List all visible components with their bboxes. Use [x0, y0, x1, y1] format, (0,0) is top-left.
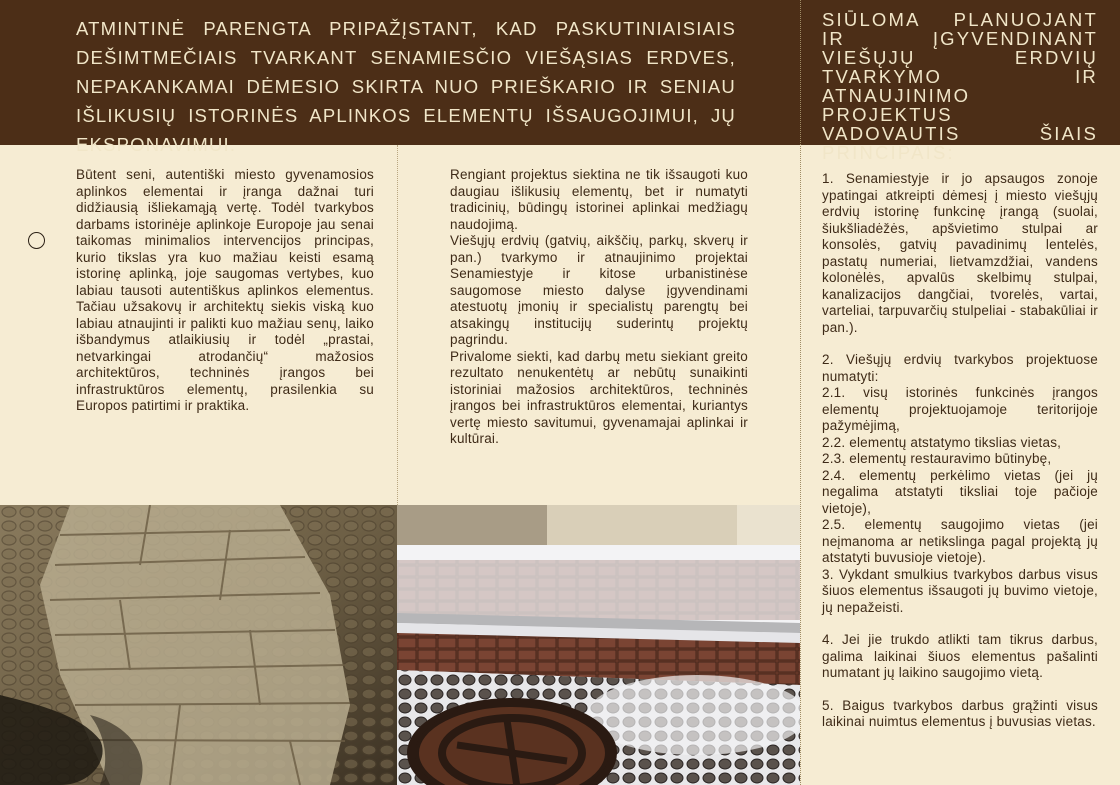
principles-heading: SIŪLOMA PLANUOJANT IR ĮGYVENDINANT VIEŠŲJŲ ERDVIŲ TVARKYMO IR ATNAUJINIMO PROJEKTUS VADOVAUTIS ŠIAIS PRINCIPAIS: [822, 9, 1098, 163]
principles-list [822, 171, 1098, 731]
column-2-text [450, 167, 748, 448]
binder-hole-top [28, 232, 45, 249]
principle-2-5: 2.5. elementų saugojimo vietas (jei neįmanoma ar netikslinga pagal projektą jų atstatyti buvusioje vietoje). [822, 517, 1098, 565]
principle-4: 4. Jei jie trukdo atlikti tam tikrus darbus, galima laikinai šiuos elementus pašalinti numatant jų laikino saugojimo vietą. [822, 632, 1098, 680]
column-1-text [76, 167, 374, 415]
principle-3: 3. Vykdant smulkius tvarkybos darbus visus šiuos elementus išsaugoti jų buvimo vietoje, jų nepažeisti. [822, 566, 1098, 615]
photo-old-cobblestone-street [0, 505, 397, 785]
photo-snowy-street-manhole [397, 505, 800, 785]
column-1-paragraph: Būtent seni, autentiški miesto gyvenamosios aplinkos elementai ir įranga dažnai turi didžiausią išliekamąją vertę. Todėl tvarkybos darbams istorinėje aplinkoje Europoje jau senai taikomas minimalios intervencijos principas, kurio tikslas yra kuo mažiau keisti esamą istorinę aplinką, joje saugomas vertybes, kuo labiau tausoti autentiškus aplinkos elementus. Tačiau užsakovų ir architektų siekis viską kuo labiau atnaujinti ir palikti kuo mažiau senų, laiko išbandymus atlaikiusių ir todėl „prastai, netvarkingai atrodančių“ mažosios architektūros, techninės įrangos bei infrastruktūros elementų, prasilenkia su Europos patirtimi ir praktika. [76, 167, 374, 413]
column-divider-1 [397, 145, 398, 505]
principle-5: 5. Baigus tvarkybos darbus grąžinti visus laikinai nuimtus elementus į buvusias vietas. [822, 697, 1098, 729]
column-2-paragraph-2: Viešųjų erdvių (gatvių, aikščių, parkų, skverų ir pan.) tvarkymo ir atnaujinimo projektai Senamiestyje ir kitose urbanistinėse saugomose miesto dalyse įgyvendinami atestuotų įmonių ir specialistų parengtų bei atsakingų institucijų suderintų projektų pagrindu. [450, 233, 748, 347]
column-divider-2 [800, 0, 801, 785]
principle-2-heading: 2. Viešųjų erdvių tvarkybos projektuose numatyti: [822, 352, 1098, 384]
principle-2-2: 2.2. elementų atstatymo tikslias vietas, [822, 434, 1062, 450]
column-2-paragraph-1: Rengiant projektus siektina ne tik išsaugoti kuo daugiau išlikusių elementų, bet ir numatyti tradicinių, būdingų istorinei aplinkai medžiagų naudojimą. [450, 167, 748, 232]
principle-2-1: 2.1. visų istorinės funkcinės įrangos elementų projektuojamoje teritorijoje pažymėjimą, [822, 385, 1098, 433]
principle-2-4: 2.4. elementų perkėlimo vietas (jei jų negalima atstatyti tiksliai toje pačioje vietoje), [822, 467, 1098, 516]
principle-2-3: 2.3. elementų restauravimo būtinybę, [822, 451, 1052, 466]
column-2-paragraph-3: Privalome siekti, kad darbų metu siekiant greito rezultato nenukentėtų ar nebūtų sunaikinti istoriniai mažosios architektūros, techninės įrangos bei infrastruktūros elementai, kuriantys vertę miesto savitumui, gyvenamajai aplinkai ir kultūrai. [450, 348, 748, 446]
intro-heading: ATMINTINĖ PARENGTA PRIPAŽĮSTANT, KAD PASKUTINIAISIAIS DEŠIMTMEČIAIS TVARKANT SENAMIESČIO VIEŠĄSIAS ERDVES, NEPAKANKAMAI DĖMESIO SKIRTA NUO PRIEŠKARIO IR SENIAU IŠLIKUSIŲ ISTORINĖS APLINKOS ELEMENTŲ IŠSAUGOJIMUI, JŲ EKSPONAVIMUI. [76, 18, 736, 155]
principle-1: 1. Senamiestyje ir jo apsaugos zonoje ypatingai atkreipti dėmesį į miesto viešųjų erdvių istorinę funkcinę įrangą (suolai, šiukšliadėžės, apšvietimo stulpai ar konsolės, gatvių pavadinimų lentelės, pastatų numeriai, lietvamzdžiai, vandens kolonėlės, apvalūs skelbimų stulpai, kanalizacijos dangčiai, tvorelės, vartai, varteliai, tarpuvarčių stulpeliai - stabakūliai ir pan.). [822, 171, 1098, 335]
